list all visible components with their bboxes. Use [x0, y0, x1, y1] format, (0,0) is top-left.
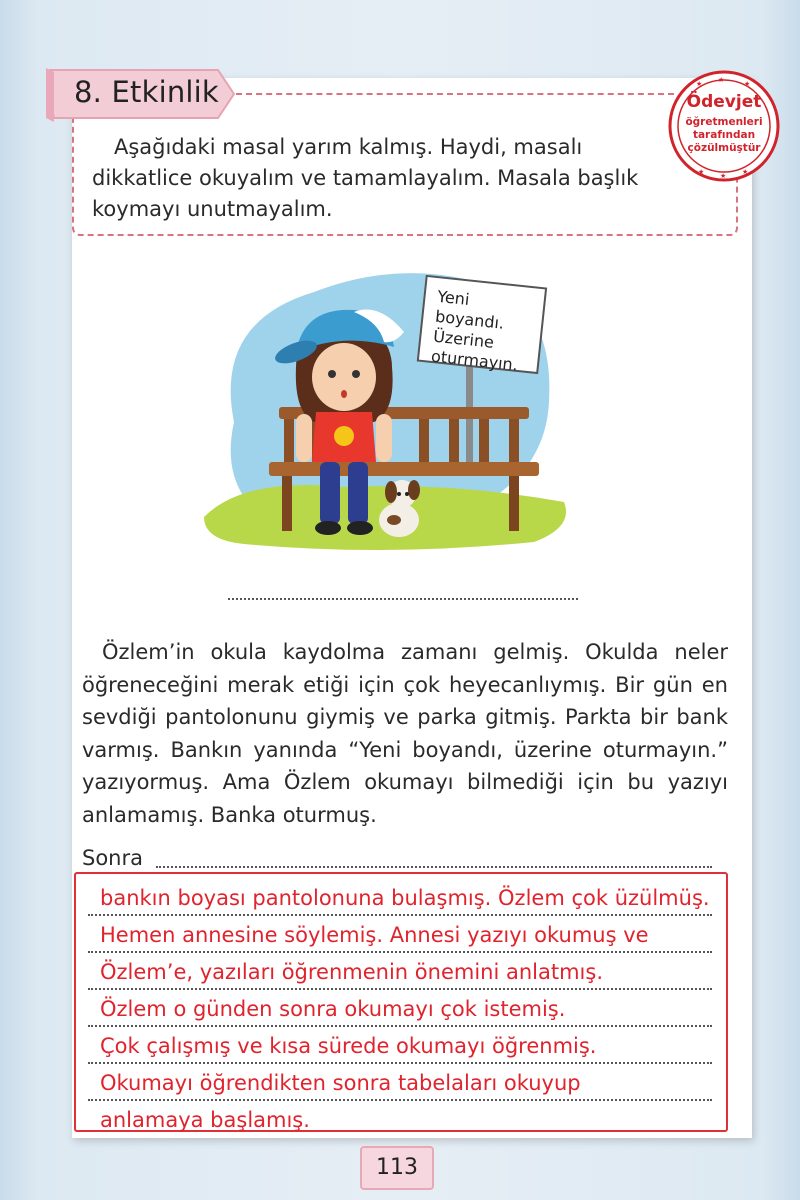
answer-text-line: Çok çalışmış ve kısa sürede okumayı öğrenmiş.: [100, 1034, 597, 1058]
sign-line: oturmayın.: [430, 346, 519, 375]
sonra-label: Sonra: [82, 846, 143, 870]
title-dash-line: [236, 93, 674, 95]
activity-title-tab: [46, 62, 236, 124]
stamp-caption: [668, 116, 780, 155]
answer-text-line: anlamaya başlamış.: [100, 1108, 310, 1132]
sonra-dotted-line: [156, 866, 712, 868]
activity-title: 8. Etkinlik: [74, 75, 219, 109]
sign-line: Yeni boyandı.: [434, 286, 506, 333]
svg-text:★: ★: [698, 168, 705, 176]
page-number: 113: [360, 1146, 434, 1190]
answer-text-line: Özlem’e, yazıları öğrenmenin önemini anlatmış.: [100, 960, 604, 984]
svg-text:★: ★: [696, 80, 703, 88]
instructions-text: Aşağıdaki masal yarım kalmış. Haydi, masalı dikkatlice okuyalım ve tamamlayalım. Masala başlık koymayı unutmayalım.: [92, 135, 639, 221]
answer-text-line: Özlem o günden sonra okumayı çok istemiş.: [100, 997, 566, 1021]
stamp-caption-line: öğretmenleri: [685, 116, 763, 128]
answer-text-line: bankın boyası pantolonuna bulaşmış. Özlem çok üzülmüş.: [100, 886, 710, 910]
story-text: Özlem’in okula kaydolma zamanı gelmiş. Okulda neler öğreneceğini merak etiği için çok heyecanlıymış. Bir gün en sevdiği pantolonunu giymiş ve parka gitmiş. Parkta bir bank varmış. Bankın yanında “Yeni boyandı, üzerine oturmayın.” yazıyormuş. Ama Özlem okumayı bilmediği için bu yazıyı anlamamış. Banka oturmuş.: [82, 640, 728, 827]
svg-text:★: ★: [744, 80, 751, 88]
svg-text:★: ★: [742, 168, 749, 176]
story-title-blank: [228, 598, 578, 600]
bench-sign: [430, 287, 542, 377]
stamp-caption-line: çözülmüştür: [687, 142, 761, 154]
stamp-caption-line: tarafından: [692, 129, 756, 141]
answer-text-line: Okumayı öğrendikten sonra tabelaları okuyup: [100, 1071, 581, 1095]
stamp-brand: Ödevjet: [686, 92, 762, 112]
odevjet-stamp: [668, 70, 780, 182]
svg-text:★: ★: [720, 172, 727, 180]
answer-text-line: Hemen annesine söylemiş. Annesi yazıyı okumuş ve: [100, 923, 649, 947]
sign-line: Üzerine: [432, 326, 495, 352]
svg-text:★: ★: [718, 76, 725, 84]
